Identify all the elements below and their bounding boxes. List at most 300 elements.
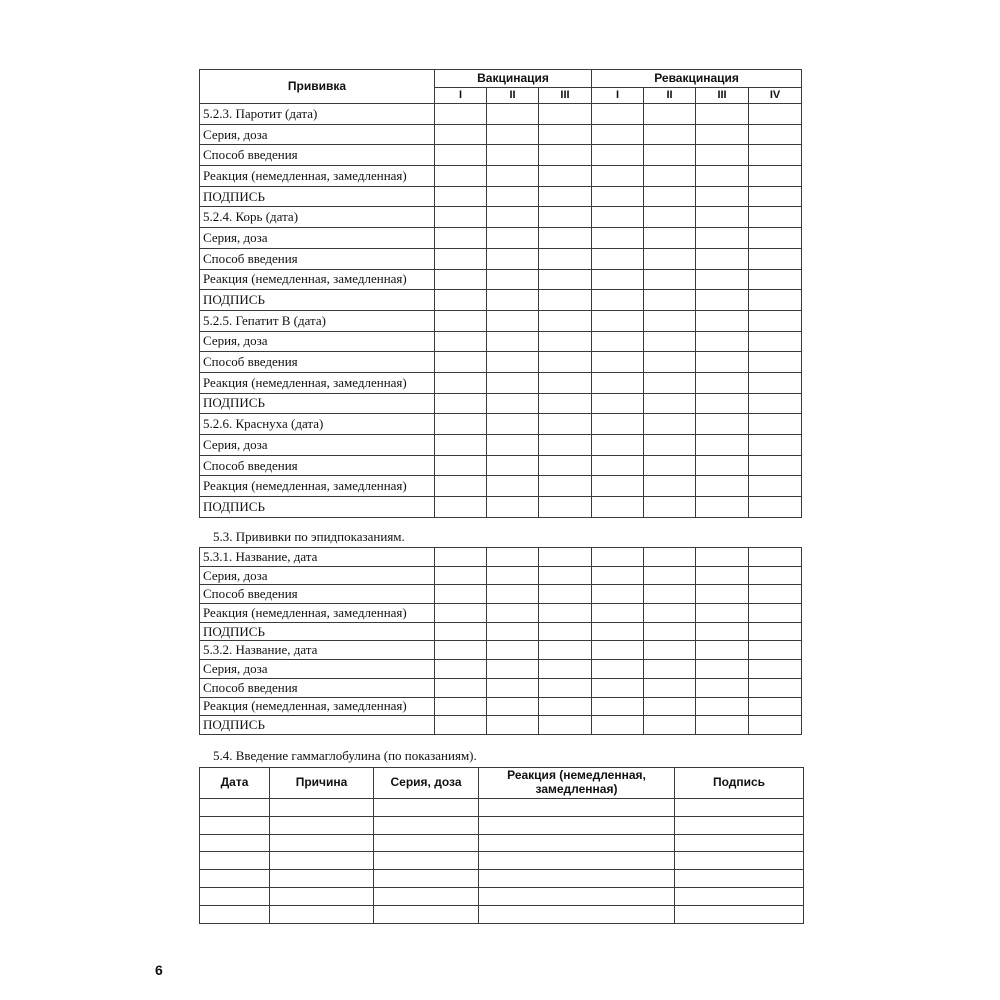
entry-cell[interactable] — [749, 372, 802, 393]
entry-cell[interactable] — [644, 186, 696, 207]
row-label: ПОДПИСЬ — [200, 290, 435, 311]
entry-cell[interactable] — [539, 228, 592, 249]
entry-cell[interactable] — [539, 331, 592, 352]
entry-cell[interactable] — [435, 331, 487, 352]
table-row — [200, 697, 802, 716]
row-label: ПОДПИСЬ — [200, 622, 435, 641]
entry-cell[interactable] — [749, 310, 802, 331]
entry-cell[interactable] — [592, 716, 644, 735]
entry-cell[interactable] — [644, 207, 696, 228]
entry-cell[interactable] — [479, 799, 675, 817]
entry-cell[interactable] — [592, 585, 644, 604]
entry-cell[interactable] — [696, 145, 749, 166]
table-row — [200, 870, 804, 888]
entry-cell[interactable] — [749, 548, 802, 567]
entry-cell[interactable] — [435, 145, 487, 166]
entry-cell[interactable] — [696, 548, 749, 567]
row-label: Реакция (немедленная, замедленная) — [200, 166, 435, 187]
entry-cell[interactable] — [435, 435, 487, 456]
table-row — [200, 124, 802, 145]
entry-cell[interactable] — [696, 352, 749, 373]
entry-cell[interactable] — [592, 207, 644, 228]
entry-cell[interactable] — [749, 186, 802, 207]
entry-cell[interactable] — [749, 352, 802, 373]
entry-cell[interactable] — [435, 566, 487, 585]
row-label: Серия, доза — [200, 435, 435, 456]
entry-cell[interactable] — [749, 393, 802, 414]
entry-cell[interactable] — [592, 228, 644, 249]
entry-cell[interactable] — [592, 290, 644, 311]
entry-cell[interactable] — [435, 476, 487, 497]
entry-cell[interactable] — [270, 799, 374, 817]
entry-cell[interactable] — [435, 310, 487, 331]
entry-cell[interactable] — [749, 497, 802, 518]
entry-cell[interactable] — [644, 310, 696, 331]
header-col: Причина — [270, 768, 374, 799]
row-label: Способ введения — [200, 248, 435, 269]
entry-cell[interactable] — [435, 248, 487, 269]
table-row — [200, 331, 802, 352]
entry-cell[interactable] — [592, 604, 644, 623]
entry-cell[interactable] — [374, 905, 479, 923]
entry-cell[interactable] — [487, 476, 539, 497]
entry-cell[interactable] — [749, 566, 802, 585]
entry-cell[interactable] — [675, 816, 804, 834]
entry-cell[interactable] — [479, 905, 675, 923]
entry-cell[interactable] — [479, 816, 675, 834]
entry-cell[interactable] — [435, 269, 487, 290]
table-row — [200, 166, 802, 187]
entry-cell[interactable] — [696, 497, 749, 518]
entry-cell[interactable] — [696, 310, 749, 331]
entry-cell[interactable] — [644, 269, 696, 290]
entry-cell[interactable] — [749, 585, 802, 604]
table-row — [200, 393, 802, 414]
row-label: Серия, доза — [200, 124, 435, 145]
entry-cell[interactable] — [539, 269, 592, 290]
entry-cell[interactable] — [644, 352, 696, 373]
entry-cell[interactable] — [374, 816, 479, 834]
row-label: ПОДПИСЬ — [200, 497, 435, 518]
entry-cell[interactable] — [200, 887, 270, 905]
entry-cell[interactable] — [749, 414, 802, 435]
entry-cell[interactable] — [644, 697, 696, 716]
entry-cell[interactable] — [696, 476, 749, 497]
entry-cell[interactable] — [435, 414, 487, 435]
entry-cell[interactable] — [270, 834, 374, 852]
entry-cell[interactable] — [374, 799, 479, 817]
entry-cell[interactable] — [487, 622, 539, 641]
entry-cell[interactable] — [435, 641, 487, 660]
table-row — [200, 622, 802, 641]
entry-cell[interactable] — [487, 414, 539, 435]
entry-cell[interactable] — [435, 372, 487, 393]
entry-cell[interactable] — [435, 604, 487, 623]
entry-cell[interactable] — [749, 697, 802, 716]
entry-cell[interactable] — [696, 186, 749, 207]
table-row — [200, 604, 802, 623]
entry-cell[interactable] — [644, 604, 696, 623]
row-label: 5.2.5. Гепатит В (дата) — [200, 310, 435, 331]
entry-cell[interactable] — [487, 697, 539, 716]
entry-cell[interactable] — [644, 660, 696, 679]
entry-cell[interactable] — [374, 887, 479, 905]
header-col: Серия, доза — [374, 768, 479, 799]
entry-cell[interactable] — [487, 207, 539, 228]
entry-cell[interactable] — [487, 678, 539, 697]
entry-cell[interactable] — [479, 870, 675, 888]
row-label: 5.2.3. Паротит (дата) — [200, 104, 435, 125]
entry-cell[interactable] — [539, 104, 592, 125]
entry-cell[interactable] — [592, 622, 644, 641]
entry-cell[interactable] — [644, 585, 696, 604]
entry-cell[interactable] — [539, 186, 592, 207]
entry-cell[interactable] — [644, 124, 696, 145]
entry-cell[interactable] — [749, 166, 802, 187]
entry-cell[interactable] — [696, 660, 749, 679]
entry-cell[interactable] — [696, 604, 749, 623]
entry-cell[interactable] — [644, 372, 696, 393]
entry-cell[interactable] — [539, 414, 592, 435]
row-label: Серия, доза — [200, 660, 435, 679]
entry-cell[interactable] — [539, 585, 592, 604]
entry-cell[interactable] — [675, 799, 804, 817]
entry-cell[interactable] — [487, 660, 539, 679]
entry-cell[interactable] — [479, 834, 675, 852]
entry-cell[interactable] — [749, 104, 802, 125]
entry-cell[interactable] — [270, 887, 374, 905]
entry-cell[interactable] — [435, 228, 487, 249]
entry-cell[interactable] — [592, 641, 644, 660]
header-col: Реакция (немедленная, замедленная) — [479, 768, 675, 799]
header-col: Подпись — [675, 768, 804, 799]
table-row — [200, 186, 802, 207]
entry-cell[interactable] — [487, 290, 539, 311]
entry-cell[interactable] — [644, 622, 696, 641]
entry-cell[interactable] — [749, 476, 802, 497]
entry-cell[interactable] — [200, 834, 270, 852]
row-label: Реакция (немедленная, замедленная) — [200, 604, 435, 623]
entry-cell[interactable] — [592, 393, 644, 414]
table-row — [200, 566, 802, 585]
entry-cell[interactable] — [487, 186, 539, 207]
entry-cell[interactable] — [487, 548, 539, 567]
entry-cell[interactable] — [644, 228, 696, 249]
entry-cell[interactable] — [539, 455, 592, 476]
entry-cell[interactable] — [487, 455, 539, 476]
entry-cell[interactable] — [696, 641, 749, 660]
entry-cell[interactable] — [675, 852, 804, 870]
entry-cell[interactable] — [592, 455, 644, 476]
entry-cell[interactable] — [749, 622, 802, 641]
entry-cell[interactable] — [435, 455, 487, 476]
entry-cell[interactable] — [539, 372, 592, 393]
row-label: Серия, доза — [200, 331, 435, 352]
entry-cell[interactable] — [592, 497, 644, 518]
entry-cell[interactable] — [749, 248, 802, 269]
entry-cell[interactable] — [539, 207, 592, 228]
entry-cell[interactable] — [644, 145, 696, 166]
entry-cell[interactable] — [374, 852, 479, 870]
entry-cell[interactable] — [749, 641, 802, 660]
entry-cell[interactable] — [487, 585, 539, 604]
entry-cell[interactable] — [435, 207, 487, 228]
entry-cell[interactable] — [487, 566, 539, 585]
entry-cell[interactable] — [539, 604, 592, 623]
entry-cell[interactable] — [435, 290, 487, 311]
table-row — [200, 799, 804, 817]
entry-cell[interactable] — [270, 870, 374, 888]
entry-cell[interactable] — [435, 124, 487, 145]
entry-cell[interactable] — [487, 641, 539, 660]
table-row — [200, 660, 802, 679]
entry-cell[interactable] — [435, 716, 487, 735]
entry-cell[interactable] — [435, 352, 487, 373]
entry-cell[interactable] — [487, 372, 539, 393]
entry-cell[interactable] — [539, 622, 592, 641]
entry-cell[interactable] — [539, 697, 592, 716]
table-row — [200, 716, 802, 735]
entry-cell[interactable] — [644, 290, 696, 311]
header-vaccination-col: I — [435, 88, 487, 104]
entry-cell[interactable] — [696, 372, 749, 393]
entry-cell[interactable] — [696, 622, 749, 641]
entry-cell[interactable] — [592, 548, 644, 567]
entry-cell[interactable] — [696, 124, 749, 145]
entry-cell[interactable] — [270, 816, 374, 834]
table-row — [200, 414, 802, 435]
entry-cell[interactable] — [696, 331, 749, 352]
entry-cell[interactable] — [696, 248, 749, 269]
entry-cell[interactable] — [696, 104, 749, 125]
entry-cell[interactable] — [696, 393, 749, 414]
entry-cell[interactable] — [200, 852, 270, 870]
entry-cell[interactable] — [539, 566, 592, 585]
entry-cell[interactable] — [696, 435, 749, 456]
entry-cell[interactable] — [200, 816, 270, 834]
entry-cell[interactable] — [644, 414, 696, 435]
entry-cell[interactable] — [435, 548, 487, 567]
entry-cell[interactable] — [644, 716, 696, 735]
entry-cell[interactable] — [539, 290, 592, 311]
entry-cell[interactable] — [592, 476, 644, 497]
entry-cell[interactable] — [749, 716, 802, 735]
entry-cell[interactable] — [592, 697, 644, 716]
entry-cell[interactable] — [435, 393, 487, 414]
entry-cell[interactable] — [675, 887, 804, 905]
entry-cell[interactable] — [592, 248, 644, 269]
entry-cell[interactable] — [749, 435, 802, 456]
row-label: Способ введения — [200, 145, 435, 166]
entry-cell[interactable] — [696, 269, 749, 290]
entry-cell[interactable] — [487, 166, 539, 187]
row-label: Серия, доза — [200, 228, 435, 249]
entry-cell[interactable] — [539, 716, 592, 735]
entry-cell[interactable] — [644, 104, 696, 125]
entry-cell[interactable] — [644, 566, 696, 585]
table-row — [200, 372, 802, 393]
entry-cell[interactable] — [696, 455, 749, 476]
row-label: Реакция (немедленная, замедленная) — [200, 476, 435, 497]
entry-cell[interactable] — [539, 435, 592, 456]
table-row — [200, 678, 802, 697]
entry-cell[interactable] — [592, 566, 644, 585]
entry-cell[interactable] — [749, 228, 802, 249]
entry-cell[interactable] — [592, 435, 644, 456]
header-vaccine: Прививка — [200, 70, 435, 104]
section-caption-gammaglobulin: 5.4. Введение гаммаглобулина (по показаниям). — [213, 748, 477, 763]
entry-cell[interactable] — [487, 310, 539, 331]
entry-cell[interactable] — [270, 905, 374, 923]
entry-cell[interactable] — [696, 207, 749, 228]
entry-cell[interactable] — [749, 290, 802, 311]
table-row — [200, 269, 802, 290]
entry-cell[interactable] — [696, 585, 749, 604]
entry-cell[interactable] — [539, 310, 592, 331]
entry-cell[interactable] — [539, 678, 592, 697]
entry-cell[interactable] — [539, 641, 592, 660]
header-revaccination-col: IV — [749, 88, 802, 104]
entry-cell[interactable] — [644, 497, 696, 518]
entry-cell[interactable] — [696, 716, 749, 735]
entry-cell[interactable] — [644, 435, 696, 456]
entry-cell[interactable] — [539, 660, 592, 679]
entry-cell[interactable] — [487, 104, 539, 125]
entry-cell[interactable] — [592, 678, 644, 697]
entry-cell[interactable] — [644, 678, 696, 697]
entry-cell[interactable] — [435, 104, 487, 125]
entry-cell[interactable] — [644, 166, 696, 187]
entry-cell[interactable] — [487, 497, 539, 518]
entry-cell[interactable] — [487, 435, 539, 456]
entry-cell[interactable] — [539, 497, 592, 518]
entry-cell[interactable] — [539, 145, 592, 166]
table-row — [200, 145, 802, 166]
table-row — [200, 834, 804, 852]
entry-cell[interactable] — [644, 476, 696, 497]
entry-cell[interactable] — [644, 393, 696, 414]
entry-cell[interactable] — [749, 124, 802, 145]
entry-cell[interactable] — [592, 660, 644, 679]
entry-cell[interactable] — [539, 248, 592, 269]
entry-cell[interactable] — [592, 352, 644, 373]
entry-cell[interactable] — [644, 331, 696, 352]
entry-cell[interactable] — [479, 852, 675, 870]
entry-cell[interactable] — [592, 414, 644, 435]
entry-cell[interactable] — [487, 269, 539, 290]
entry-cell[interactable] — [592, 186, 644, 207]
entry-cell[interactable] — [675, 905, 804, 923]
table-row — [200, 641, 802, 660]
entry-cell[interactable] — [487, 228, 539, 249]
entry-cell[interactable] — [539, 166, 592, 187]
entry-cell[interactable] — [749, 207, 802, 228]
table-row — [200, 290, 802, 311]
table-row — [200, 887, 804, 905]
entry-cell[interactable] — [435, 166, 487, 187]
entry-cell[interactable] — [592, 166, 644, 187]
entry-cell[interactable] — [592, 331, 644, 352]
entry-cell[interactable] — [592, 124, 644, 145]
entry-cell[interactable] — [435, 186, 487, 207]
entry-cell[interactable] — [487, 145, 539, 166]
entry-cell[interactable] — [435, 497, 487, 518]
entry-cell[interactable] — [675, 870, 804, 888]
header-revaccination-col: III — [696, 88, 749, 104]
entry-cell[interactable] — [487, 393, 539, 414]
table-row — [200, 310, 802, 331]
entry-cell[interactable] — [644, 641, 696, 660]
entry-cell[interactable] — [592, 104, 644, 125]
entry-cell[interactable] — [644, 248, 696, 269]
entry-cell[interactable] — [435, 697, 487, 716]
entry-cell[interactable] — [749, 678, 802, 697]
entry-cell[interactable] — [696, 166, 749, 187]
entry-cell[interactable] — [749, 455, 802, 476]
entry-cell[interactable] — [435, 585, 487, 604]
entry-cell[interactable] — [675, 834, 804, 852]
table-row — [200, 248, 802, 269]
table-row — [200, 455, 802, 476]
entry-cell[interactable] — [435, 660, 487, 679]
entry-cell[interactable] — [644, 548, 696, 567]
entry-cell[interactable] — [696, 290, 749, 311]
entry-cell[interactable] — [374, 834, 479, 852]
entry-cell[interactable] — [200, 905, 270, 923]
entry-cell[interactable] — [539, 352, 592, 373]
entry-cell[interactable] — [200, 799, 270, 817]
entry-cell[interactable] — [539, 548, 592, 567]
entry-cell[interactable] — [696, 697, 749, 716]
entry-cell[interactable] — [479, 887, 675, 905]
entry-cell[interactable] — [749, 660, 802, 679]
entry-cell[interactable] — [696, 678, 749, 697]
entry-cell[interactable] — [539, 476, 592, 497]
entry-cell[interactable] — [487, 248, 539, 269]
entry-cell[interactable] — [200, 870, 270, 888]
entry-cell[interactable] — [487, 716, 539, 735]
entry-cell[interactable] — [592, 145, 644, 166]
entry-cell[interactable] — [539, 393, 592, 414]
row-label: Реакция (немедленная, замедленная) — [200, 372, 435, 393]
entry-cell[interactable] — [435, 622, 487, 641]
entry-cell[interactable] — [749, 269, 802, 290]
entry-cell[interactable] — [696, 228, 749, 249]
entry-cell[interactable] — [487, 124, 539, 145]
row-label: 5.3.2. Название, дата — [200, 641, 435, 660]
entry-cell[interactable] — [487, 352, 539, 373]
entry-cell[interactable] — [487, 604, 539, 623]
entry-cell[interactable] — [592, 269, 644, 290]
entry-cell[interactable] — [749, 604, 802, 623]
entry-cell[interactable] — [270, 852, 374, 870]
entry-cell[interactable] — [487, 331, 539, 352]
entry-cell[interactable] — [749, 331, 802, 352]
entry-cell[interactable] — [696, 566, 749, 585]
entry-cell[interactable] — [592, 310, 644, 331]
header-vaccination: Вакцинация — [435, 70, 592, 88]
entry-cell[interactable] — [696, 414, 749, 435]
entry-cell[interactable] — [435, 678, 487, 697]
entry-cell[interactable] — [539, 124, 592, 145]
row-label: Реакция (немедленная, замедленная) — [200, 269, 435, 290]
row-label: Способ введения — [200, 455, 435, 476]
entry-cell[interactable] — [644, 455, 696, 476]
entry-cell[interactable] — [374, 870, 479, 888]
entry-cell[interactable] — [749, 145, 802, 166]
epid-vaccination-table — [199, 547, 802, 735]
entry-cell[interactable] — [592, 372, 644, 393]
